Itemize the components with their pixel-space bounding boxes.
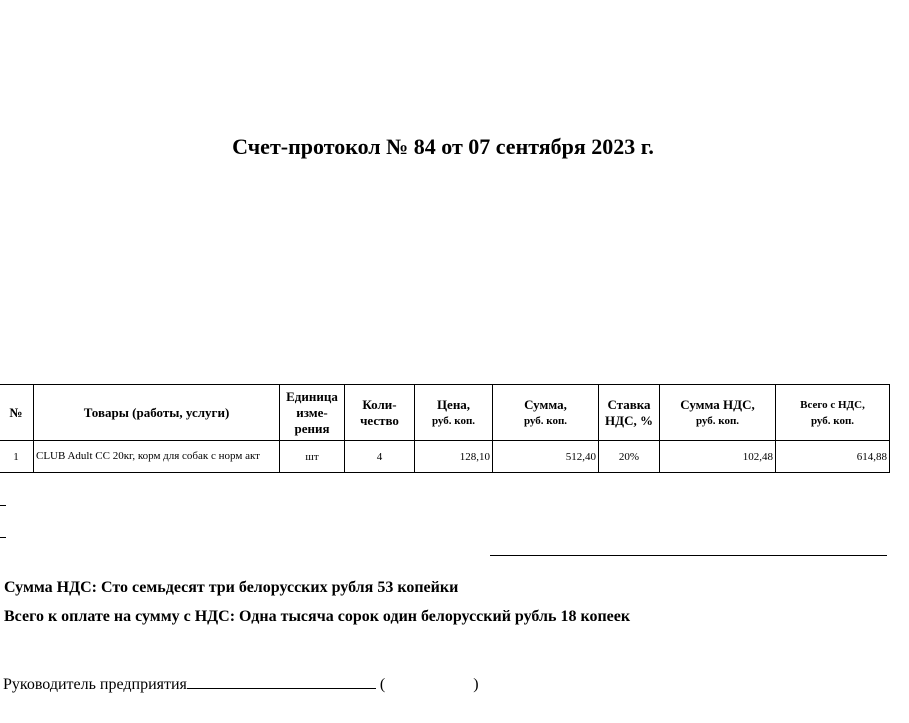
vat-amount-text: Сумма НДС: Сто семьдесят три белорусских рубля 53 копейки xyxy=(4,579,459,596)
header-price-line-1: Цена, xyxy=(436,396,471,412)
header-qty xyxy=(345,385,415,441)
header-vat-sum-line-1: Сумма НДС, xyxy=(680,396,755,412)
header-price-line-2: руб. коп. xyxy=(431,414,476,427)
invoice-table xyxy=(0,384,890,473)
header-unit-line-3: рения xyxy=(294,420,330,436)
header-total-line-1: Всего с НДС, xyxy=(800,398,865,411)
table-header-row xyxy=(0,385,890,441)
header-unit-line-2: изме- xyxy=(296,404,328,420)
signature-line xyxy=(3,674,479,694)
header-qty-line-2: чество xyxy=(360,412,399,428)
document-title: Счет-протокол № 84 от 07 сентября 2023 г. xyxy=(232,134,654,159)
signature-open-paren: ( xyxy=(379,676,386,693)
stamp-line xyxy=(490,555,887,556)
signature-label: Руководитель предприятия xyxy=(3,676,187,693)
cell-total: 614,88 xyxy=(776,441,890,473)
header-qty-line-1: Коли- xyxy=(362,396,397,412)
header-goods: Товары (работы, услуги) xyxy=(34,385,280,441)
header-price xyxy=(415,385,493,441)
header-sum-line-1: Сумма, xyxy=(524,396,567,412)
header-rate xyxy=(599,385,660,441)
cell-goods: CLUB Adult CC 20кг, корм для собак с норм акт xyxy=(34,441,280,473)
cell-qty: 4 xyxy=(345,441,415,473)
cell-num: 1 xyxy=(0,441,34,473)
signature-close-paren: ) xyxy=(473,676,479,693)
cell-rate: 20% xyxy=(599,441,660,473)
header-sum-line-2: руб. коп. xyxy=(523,414,568,427)
cell-unit: шт xyxy=(280,441,345,473)
cell-price: 128,10 xyxy=(415,441,493,473)
left-dash-mark xyxy=(0,505,6,506)
header-rate-line-1: Ставка xyxy=(607,396,651,412)
signature-blank xyxy=(187,674,376,689)
header-num: № xyxy=(0,385,34,441)
header-sum xyxy=(493,385,599,441)
header-vat-sum xyxy=(660,385,776,441)
total-amount-text: Всего к оплате на сумму с НДС: Одна тысяча сорок один белорусский рубль 18 копеек xyxy=(4,608,631,625)
header-unit-line-1: Единица xyxy=(286,388,338,404)
cell-sum: 512,40 xyxy=(493,441,599,473)
table-row xyxy=(0,441,890,473)
cell-vat-sum: 102,48 xyxy=(660,441,776,473)
header-total-line-2: руб. коп. xyxy=(810,414,855,427)
header-rate-line-2: НДС, % xyxy=(605,412,653,428)
left-dash-mark xyxy=(0,537,6,538)
header-vat-sum-line-2: руб. коп. xyxy=(695,414,740,427)
header-total xyxy=(776,385,890,441)
header-unit xyxy=(280,385,345,441)
